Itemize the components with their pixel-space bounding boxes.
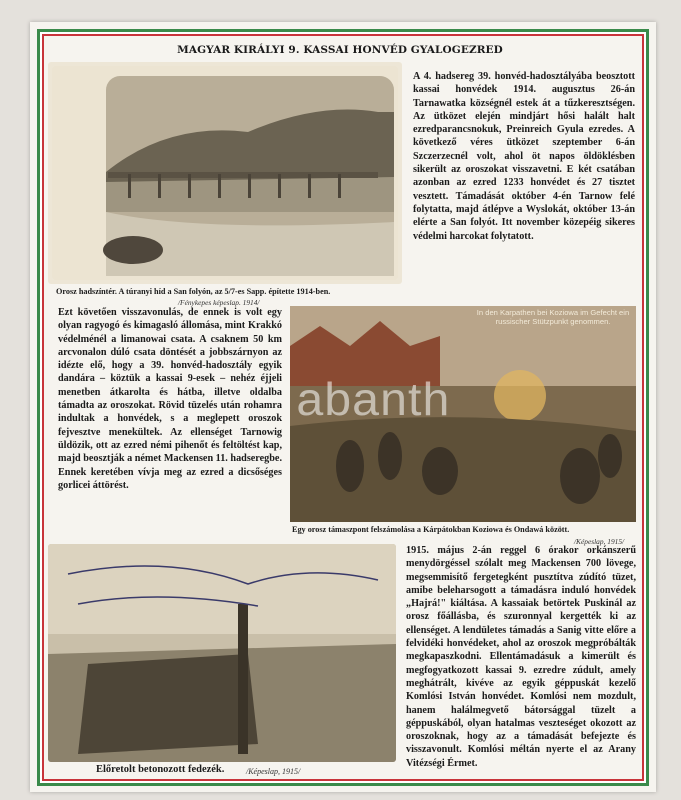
painting-overlay-text: In den Karpathen bei Koziowa im Gefecht ein russischer Stützpunkt genommen. (476, 308, 630, 326)
trench-photo (48, 544, 396, 762)
photo3-source: /Képeslap, 1915/ (246, 767, 301, 776)
bridge-photo (48, 62, 402, 284)
paragraph-2: Ezt követően visszavonulás, de ennek is volt egy olyan ragyogó és kimagasló állomása, mint Krakkó védelménél a limanowai csata. A csaknem 50 km arcvonalon dúló csata döntését a jobbszárnyon az idézte elő, hogy a 39. honvéd-hadosztály egyik dandára – köztük a kassai 9-esek – nehéz éjjeli menetben átkarolta és hátba, illetve oldalba támadta az oroszokat. Rövid tüzelés után rohamra indultak a honvédek, s a meglepett oroszok fejvesztve menekültek. Az ellenséget Tarnowig üldözik, ott az ezred némi pihenőt és feltöltést kap, majd beosztják a német Mackensen 11. hadseregbe. Ennek keretében vívja meg az ezred a dicsőséges gorlicei áttörést. (58, 307, 282, 491)
page-title: MAGYAR KIRÁLYI 9. KASSAI HONVÉD GYALOGEZRED (177, 44, 503, 56)
watermark: abanth (296, 373, 451, 425)
photo2-source: /Képeslap, 1915/ (574, 537, 625, 546)
paragraph-3: 1915. május 2-án reggel 6 órakor orkánszerű menydörgéssel szólalt meg Mackensen 700 lövege, megsemmisítő fergetegként pusztítva zúdító tüzet, amibe beleharsogott a támadásra induló honvédek „Hajrá!" kiáltása. A kassaiak betörtek Puskinál az orosz főállásba, és szuronnyal kergették ki az ellenséget. A lendületes támadás a Sanig vitte előre a felvidéki honvédeket, ahol az oroszok megpróbálták megkapaszkodni. Ellentámadásuk a kimerült és megfogyatkozott kassai 9. ezredre zúdult, amely meghátrált, kivéve az egyik géppuskát kezelő Komlósi István honvédet. Komlósi nem mozdult, hanem halálmegvető bátorsággal tüzelt a géppuskából, olyan hatalmas veszteséget okozott az oroszoknak, hogy az a támadását befejezte és visszavonult. Komlósi méltán nyerte el az Arany Vitézségi Érmet. (406, 545, 636, 769)
photo1-source: /Fénykepes képeslap. 1914/ (178, 298, 260, 307)
photo1-caption: Orosz hadszíntér. A túranyi híd a San folyón, az 5/7-es Sapp. építette 1914-ben. (56, 287, 331, 296)
photo2-caption: Egy orosz támaszpont felszámolása a Kárpátokban Koziowa és Ondawá között. (292, 525, 570, 534)
photo3-caption: Előretolt betonozott fedezék. (96, 764, 225, 775)
paragraph-1: A 4. hadsereg 39. honvéd-hadosztályába beosztott kassai honvédek 1914. augusztus 26-án Tarnawatka községnél estek át a tűzkeresztségen. Az ütközet elején mindjárt hősi halált halt ezredparancsnokuk, Preinreich Gyula ezredes. A következő véres ütközet szeptember 6-án Szczerzecnél volt, ahol öt napos öldöklésben sikerült az oroszokat visszavetni. E két csatában azonban az ezred 1233 honvédet és 27 tisztet vesztett. Támadását október 4-én Tarnow felé folytatta, majd átlépve a Wyslokát, október 13-án elérte a San folyót. Itt november közepéig sikeres védelmi harcokat folytatott. (413, 71, 635, 242)
